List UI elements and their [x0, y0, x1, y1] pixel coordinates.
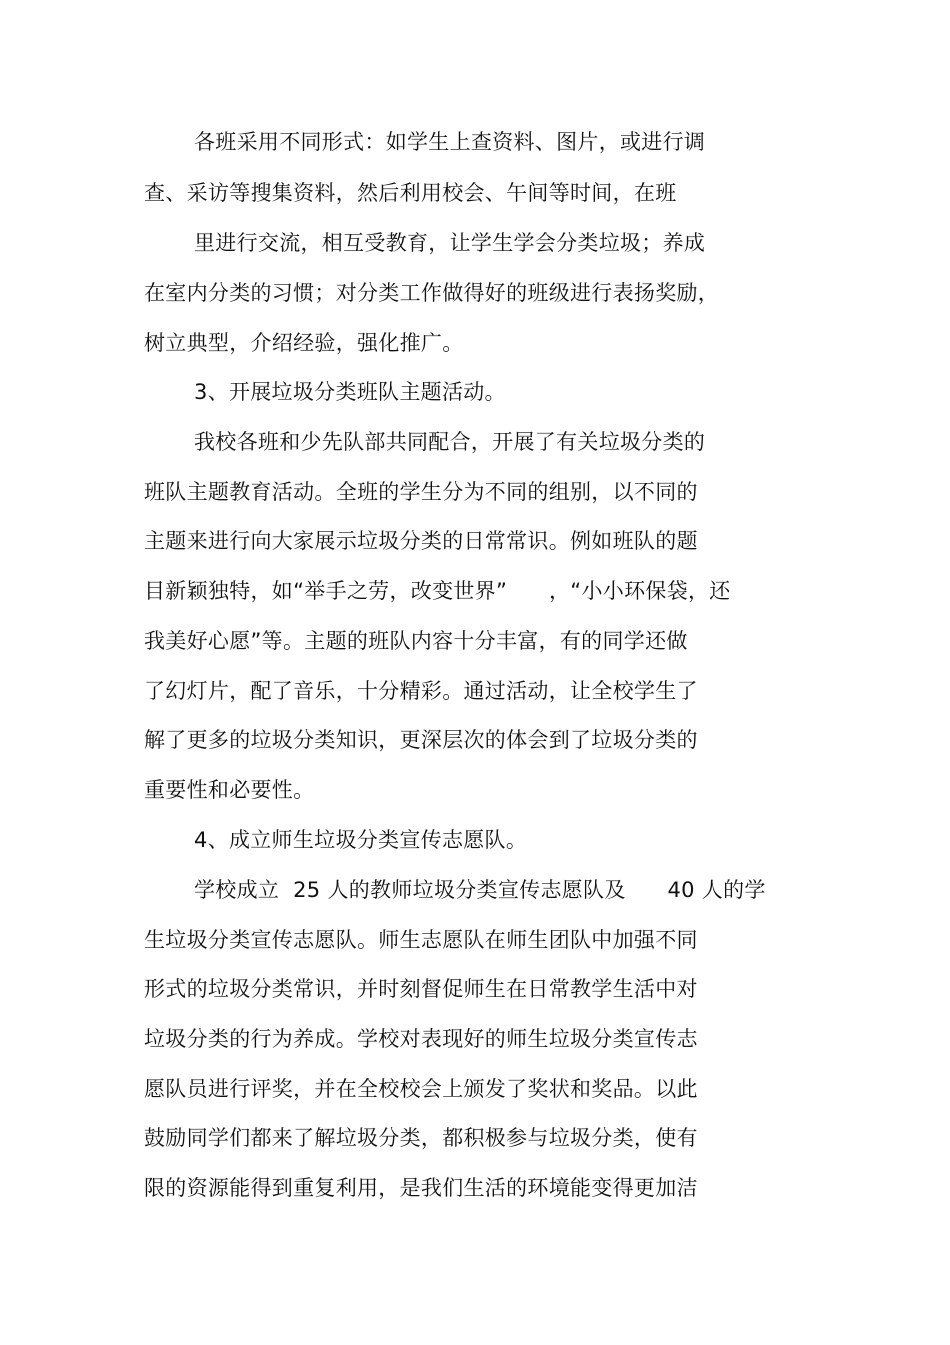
text-line: 树立典型，介绍经验，强化推广。: [144, 331, 464, 355]
text-line: 我美好心愿”等。主题的班队内容十分丰富，有的同学还做: [144, 629, 688, 653]
text-line: 我校各班和少先队部共同配合，开展了有关垃圾分类的: [194, 430, 706, 454]
text-line: 学校成立 25 人的教师垃圾分类宣传志愿队及 40 人的学: [194, 878, 766, 902]
text-line: 各班采用不同形式：如学生上查资料、图片，或进行调: [194, 130, 706, 154]
text-line: 在室内分类的习惯；对分类工作做得好的班级进行表扬奖励，: [144, 281, 720, 305]
text-line: 查、采访等搜集资料，然后利用校会、午间等时间，在班: [144, 181, 677, 205]
text-line: 解了更多的垃圾分类知识，更深层次的体会到了垃圾分类的: [144, 728, 698, 752]
text-line: 垃圾分类的行为养成。学校对表现好的师生垃圾分类宣传志: [144, 1027, 698, 1051]
section-heading: 3、开展垃圾分类班队主题活动。: [194, 380, 506, 404]
text-line: 班队主题教育活动。全班的学生分为不同的组别，以不同的: [144, 480, 698, 504]
text-line: 生垃圾分类宣传志愿队。师生志愿队在师生团队中加强不同: [144, 928, 698, 952]
text-line: 限的资源能得到重复利用，是我们生活的环境能变得更加洁: [144, 1176, 698, 1200]
text-line: 形式的垃圾分类常识，并时刻督促师生在日常教学生活中对: [144, 977, 698, 1001]
text-line: 重要性和必要性。: [144, 778, 315, 802]
text-line: 里进行交流，相互受教育，让学生学会分类垃圾；养成: [194, 231, 706, 255]
text-line: 鼓励同学们都来了解垃圾分类，都积极参与垃圾分类，使有: [144, 1126, 698, 1150]
text-line: 了幻灯片，配了音乐，十分精彩。通过活动，让全校学生了: [144, 679, 698, 703]
text-line: 愿队员进行评奖，并在全校校会上颁发了奖状和奖品。以此: [144, 1077, 698, 1101]
text-line: 目新颖独特，如“举手之劳，改变世界” ，“小小环保袋，还: [144, 579, 731, 603]
text-line: 主题来进行向大家展示垃圾分类的日常常识。例如班队的题: [144, 529, 698, 553]
section-heading: 4、成立师生垃圾分类宣传志愿队。: [194, 828, 528, 852]
